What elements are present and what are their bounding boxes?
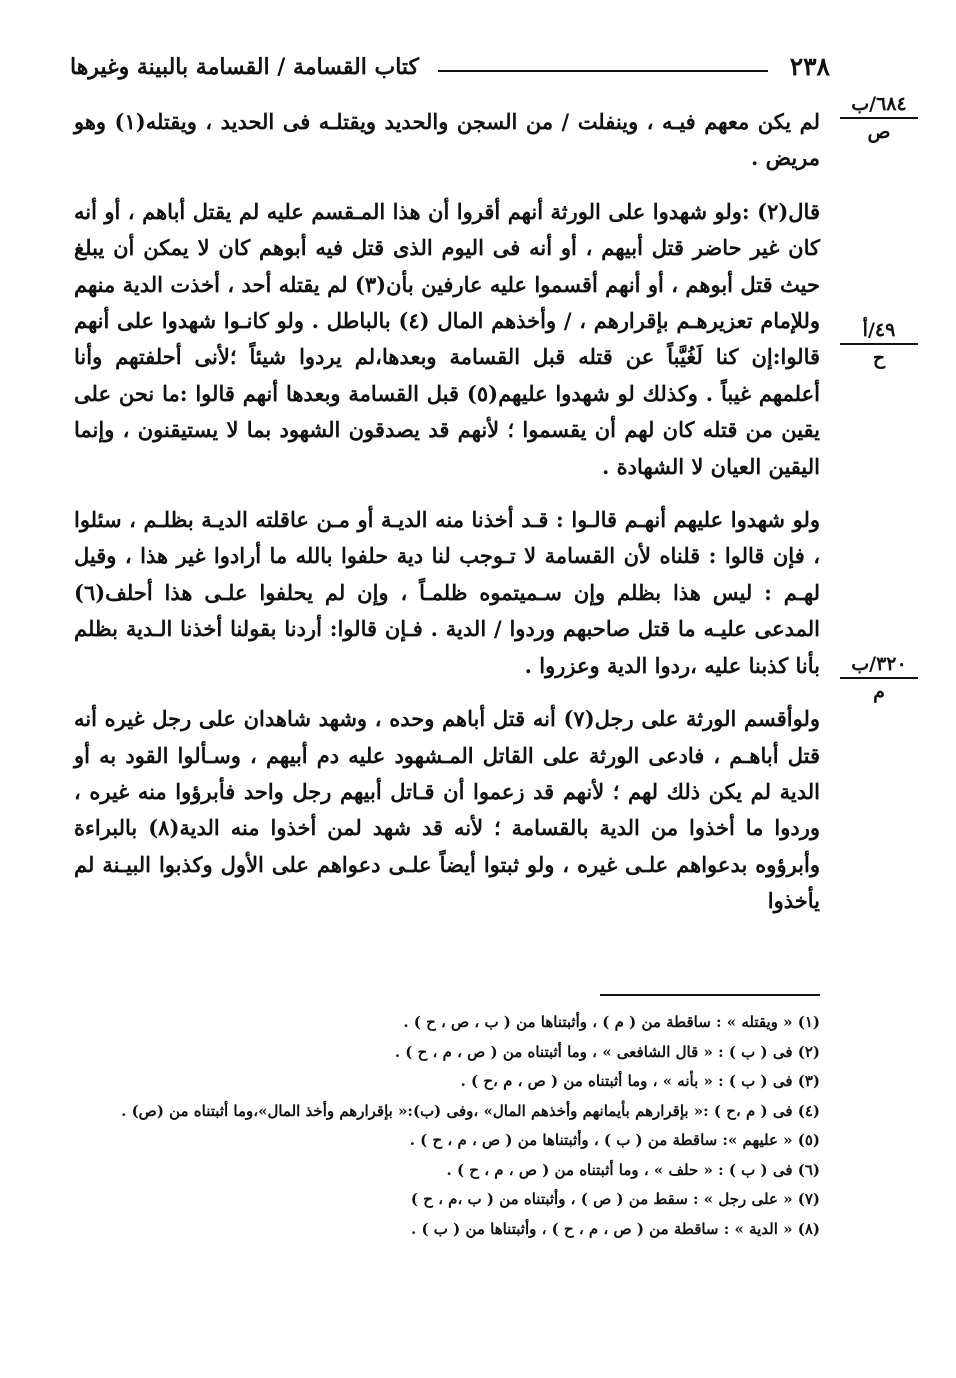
paragraph: لم يكن معهم فيـه ، وينفلت / من السجن والحديد ويقتلـه فى الحديد ، ويقتله(١) وهو مريض . [74, 109, 820, 171]
paragraph: ولوأقسم الورثة على رجل(٧) أنه قتل أباهم وحده ، وشهد شاهدان على رجل غيره أنه قتل أباهـم ، فادعى الورثة على القاتل المـشهود عليه دم أبيهم ، وسـألوا القود به أو الدية لم يكن ذلك لهم ؛ لأنهم قد زعموا أن قـاتل أبيهم رجل واحد فأبرؤوا منه غيره ، وردوا ما أخذوا من الدية بالقسامة ؛ لأنه قد شهد لمن أخذوا منه الدية(٨) بالبراءة وأبرؤوه بدعواهم علـى غيره ، ولو ثبتوا أيضاً علـى دعواهم على الأول وكذبوا البيـنة لم يأخذوا [74, 706, 820, 914]
marker-rule [840, 343, 918, 345]
footnotes [74, 1008, 820, 1244]
marker-manuscript: ح [872, 347, 886, 369]
header-rule [438, 70, 768, 72]
footnote: (٧) « على رجل » : سقط من ( ص ) ، وأثبتناه من ( ب ،م ، ح ) [410, 1190, 820, 1208]
main-text [74, 104, 820, 937]
footnote: (٨) « الدية » : ساقطة من ( ص ، م ، ح ) ، وأثبتناها من ( ب ) . [411, 1219, 820, 1238]
page-header [70, 50, 830, 90]
footnote: (٤) فى ( م ،ح ) :« بإقرارهم بأيمانهم وأخذهم المال» ،وفى (ب):« بإقرارهم وأخذ المال»،وما أثبتناه من (ص) . [121, 1101, 820, 1120]
marker-folio: ٤٩/أ [862, 319, 896, 341]
footnote: (٢) فى ( ب ) : « قال الشافعى » ، وما أثبتناه من ( ص ، م ، ح ) . [394, 1042, 820, 1061]
marker-rule [840, 117, 918, 119]
marker-rule [840, 677, 918, 679]
paragraph: ولو شهدوا عليهم أنهـم قالـوا : قـد أخذنا منه الديـة أو مـن عاقلته الديـة بظلـم ، سئلوا ، فإن قالوا : قلناه لأن القسامة لا تـوجب لنا دية حلفوا بالله ما أرادوا غير هذا ، وقيل لهـم : ليس هذا بظلم وإن سـميتموه ظلمـاً ، وإن لم يحلفوا علـى هذا أحلف(٦) المدعى عليـه ما قتل صاحبهم وردوا / الدية . فـإن قالوا: أردنا بقولنا أخذنا الـدية بظلم بأنا كذبنا عليه ،ردوا الدية وعزروا . [74, 507, 820, 678]
marker-manuscript: م [873, 681, 885, 703]
marker-manuscript: ص [867, 121, 891, 143]
running-title: كتاب القسامة / القسامة بالبينة وغيرها [70, 54, 420, 80]
margin-marker [836, 652, 922, 703]
footnote: (٥) « عليهم »: ساقطة من ( ب ) ، وأثبتناها من ( ص ، م ، ح ) . [409, 1131, 820, 1149]
paragraph: قال(٢) :ولو شهدوا على الورثة أنهم أقروا أن هذا المـقسم عليه لم يقتل أباهم ، أو أنه كان غير حاضر قتل أبيهم ، أو أنه فى اليوم الذى قتل فيه أبوهم كان لا يمكن أن يبلغ حيث قتل أبوهم ، أو أنهم أقسموا عليه عارفين بأن(٣) لم يقتله أحد ، أخذت الدية منهم وللإمام تعزيرهـم بإقرارهم ، / وأخذهم المال (٤) بالباطل . ولو كانـوا شهدوا على أنهم قالوا:إن كنا لَغُيَّباً عن قتله قبل القسامة وبعدها،لم يردوا شيئاً ؛لأنى أحلفتهم وأنا أعلمهم غيباً . وكذلك لو شهدوا عليهم(٥) قبل القسامة وبعدها أنهم قالوا :ما نحن على يقين من قتله كان لهم أن يقسموا ؛ لأنهم قد يصدقون الشهود بما لا يستيقنون ، وإنما اليقين العيان لا الشهادة . [74, 198, 821, 479]
page-number: ٢٣٨ [789, 52, 830, 81]
footnote: (٣) فى ( ب ) : « بأنه » ، وما أثبتناه من ( ص ، م ،ح ) . [460, 1072, 820, 1090]
footnote: (١) « ويقتله » : ساقطة من ( م ) ، وأثبتناها من ( ب ، ص ، ح ) . [403, 1013, 820, 1031]
margin-marker [836, 92, 922, 143]
footnote-rule [600, 994, 820, 996]
marker-folio: ٣٢٠/ب [851, 653, 907, 675]
footnote: (٦) فى ( ب ) : « حلف » ، وما أثبتناه من ( ص ، م ، ح ) . [446, 1160, 820, 1179]
margin-marker [836, 318, 922, 369]
marker-folio: ٦٨٤/ب [851, 93, 907, 115]
